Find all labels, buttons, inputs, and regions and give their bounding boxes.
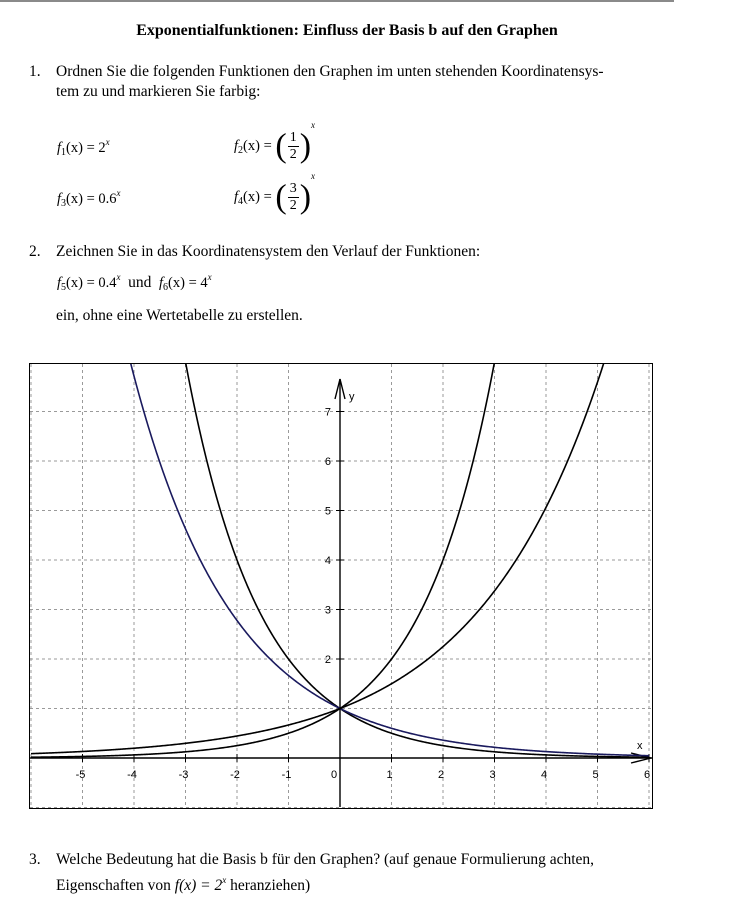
task-2 [29,242,689,264]
x-tick-label: -1 [281,769,292,781]
x-tick-label: 1 [386,769,393,781]
task-1-text-line1: Ordnen Sie die folgenden Funktionen den Graphen im unten stehenden Koordinatensys- [56,63,604,80]
x-tick-label: -3 [178,769,189,781]
x-tick-label: 2 [437,769,445,781]
top-rule [0,0,674,2]
x-tick-label: -2 [230,769,240,781]
formula-f3: $f_3(x) = 0.6^x$ [57,188,121,209]
y-tick-label: 2 [324,654,331,666]
task-1 [29,62,689,106]
task-3 [29,850,729,894]
coordinate-system [29,363,653,809]
exponential-chart [29,363,653,809]
y-tick-label: 5 [324,505,331,518]
task-1-text-line2: tem zu und markieren Sie farbig: [56,83,261,100]
task-3-text-line1: Welche Bedeutung hat die Basis b für den Graphen? (auf genaue Formulierung achten, [56,851,595,868]
formula-f1: $f_1(x) = 2^x$ [57,137,110,158]
x-tick-label: 6 [643,769,651,781]
x-axis-label: x [637,740,643,752]
chart-frame [30,364,653,809]
connector-und: und [128,274,152,291]
formula-f2: $f_2(x)$ = ( $\frac{1}{2}$ )$^x$ [234,120,316,165]
task-2-number: 2. [29,243,41,260]
y-tick-label: 4 [324,555,331,567]
x-tick-label: 3 [489,769,496,781]
task-3-text-line2: Eigenschaften von $f(x) = 2^x$ heranziehen) [56,875,311,894]
task-3-number: 3. [29,851,41,868]
x-tick-label: -4 [127,769,137,781]
formula-f4: $f_4(x)$ = ( $\frac{3}{2}$ )$^x$ [234,171,316,216]
x-tick-label: 0 [330,769,338,781]
task-2-text-line1: Zeichnen Sie in das Koordinatensystem den Verlauf der Funktionen: [56,243,481,260]
x-tick-label: 5 [592,769,599,781]
y-axis-label: y [349,391,355,403]
x-tick-label: -5 [75,769,86,781]
worksheet-title: Exponentialfunktionen: Einfluss der Basis b auf den Graphen [136,22,558,39]
formula-f5-f6: $f_5(x) = 0.4^x$ und $f_6(x) = 4^x$ [57,272,212,293]
task-2-text-line3: ein, ohne eine Wertetabelle zu erstellen. [56,307,303,324]
y-tick-label: 6 [324,456,331,468]
x-tick-label: 4 [540,769,548,781]
y-tick-label: 7 [324,406,331,419]
task-1-number: 1. [29,63,41,80]
y-tick-label: 3 [324,604,331,617]
